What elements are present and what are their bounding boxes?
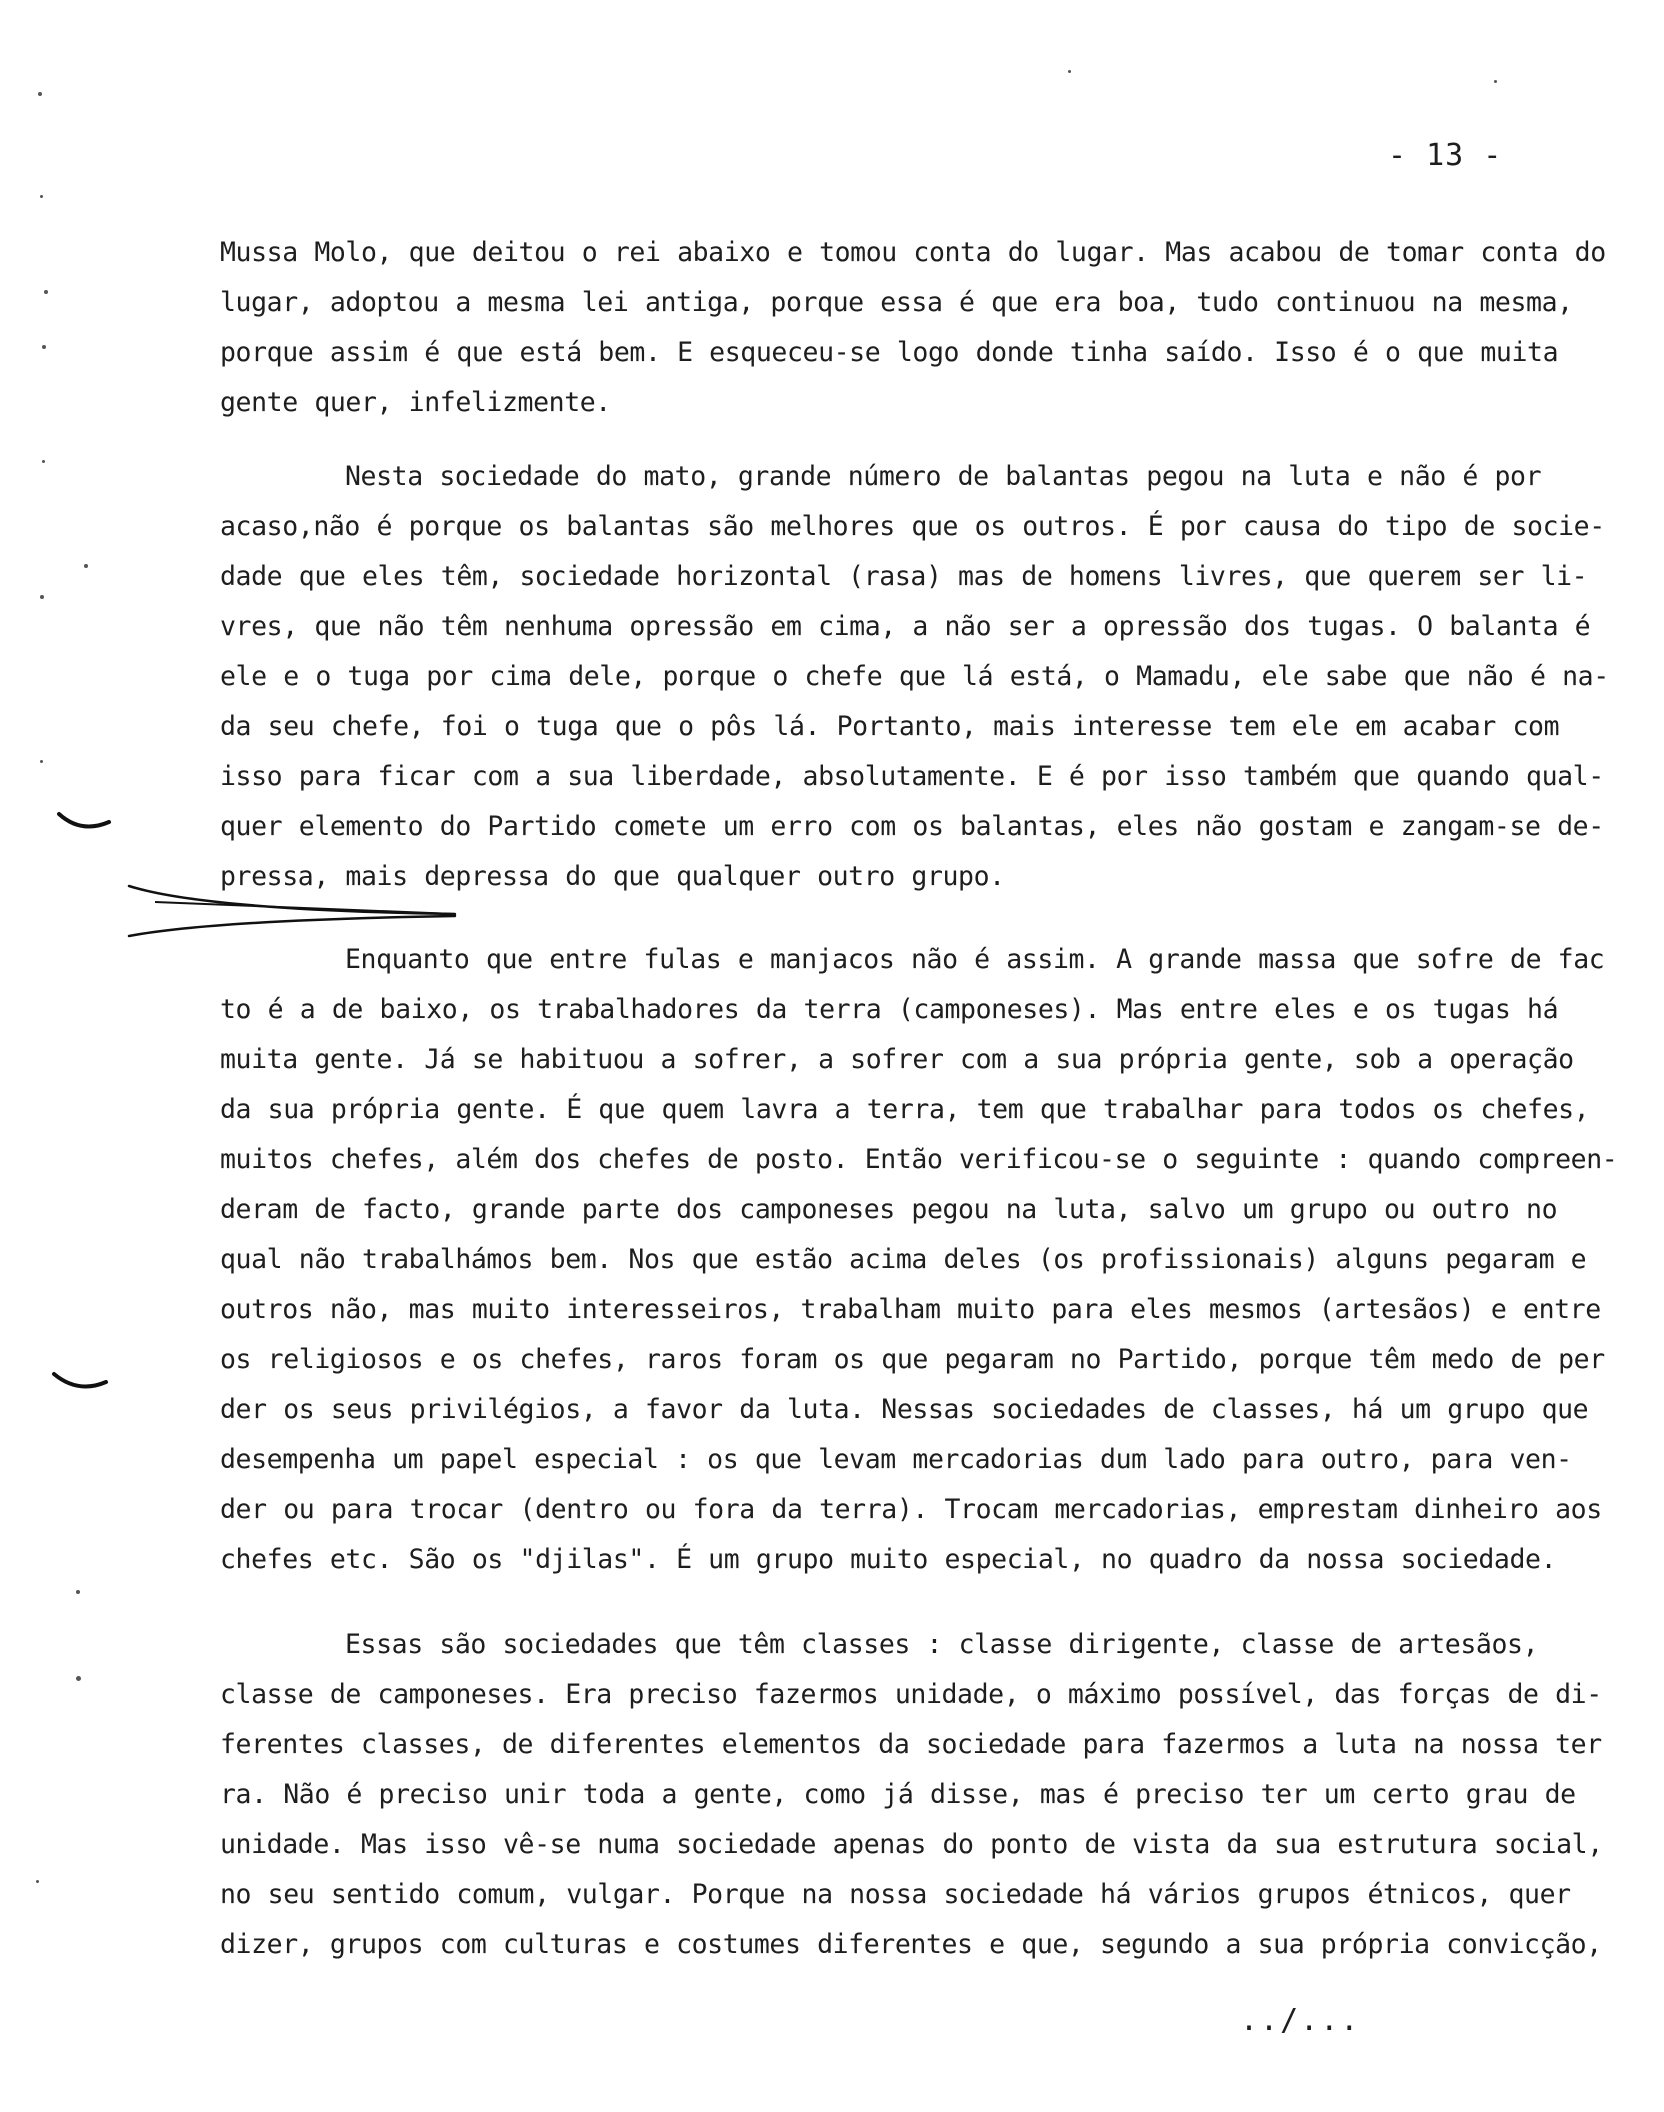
page-number: - 13 - [1388,138,1503,173]
text-line: der ou para trocar (dentro ou fora da terra). Trocam mercadorias, emprestam dinheiro aos [220,1494,1602,1525]
paragraph-2 [220,452,1610,902]
text-line: Essas são sociedades que têm classes : classe dirigente, classe de artesãos, [345,1629,1539,1660]
continuation-mark: ../... [1240,2003,1361,2038]
scan-speck [44,290,48,294]
text-line: no seu sentido comum, vulgar. Porque na nossa sociedade há vários grupos étnicos, quer [220,1879,1571,1910]
pen-arrow-mark [125,880,465,940]
paragraph-3 [220,935,1618,1585]
scan-speck [40,760,43,763]
text-line: lugar, adoptou a mesma lei antiga, porque essa é que era boa, tudo continuou na mesma, [220,287,1573,318]
text-line: desempenha um papel especial : os que levam mercadorias dum lado para outro, para ven- [220,1444,1572,1475]
text-line: outros não, mas muito interesseiros, trabalham muito para eles mesmos (artesãos) e entre [220,1294,1601,1325]
text-line: Enquanto que entre fulas e manjacos não é assim. A grande massa que sofre de fac [345,944,1605,975]
text-line: muita gente. Já se habituou a sofrer, a sofrer com a sua própria gente, sob a operação [220,1044,1574,1075]
scan-speck [76,1676,81,1681]
text-line: unidade. Mas isso vê-se numa sociedade apenas do ponto de vista da sua estrutura social, [220,1829,1603,1860]
text-line: acaso,não é porque os balantas são melhores que os outros. É por causa do tipo de socie- [220,511,1605,542]
text-line: dizer, grupos com culturas e costumes diferentes e que, segundo a sua própria convicção, [220,1929,1602,1960]
scan-speck [40,595,44,599]
text-line: ra. Não é preciso unir toda a gente, como já disse, mas é preciso ter um certo grau de [220,1779,1576,1810]
text-line: porque assim é que está bem. E esqueceu-se logo donde tinha saído. Isso é o que muita [220,337,1559,368]
paragraph-4 [220,1620,1610,1970]
text-line: gente quer, infelizmente. [220,387,611,418]
text-line: muitos chefes, além dos chefes de posto. Então verificou-se o seguinte : quando compreen- [220,1144,1618,1175]
text-line: os religiosos e os chefes, raros foram os que pegaram no Partido, porque têm medo de per [220,1344,1605,1375]
scan-speck [1494,80,1497,83]
text-line: da sua própria gente. É que quem lavra a terra, tem que trabalhar para todos os chefes, [220,1094,1590,1125]
text-line: Mussa Molo, que deitou o rei abaixo e tomou conta do lugar. Mas acabou de tomar conta do [220,237,1606,268]
text-line: ferentes classes, de diferentes elementos da sociedade para fazermos a luta na nossa ter [220,1729,1602,1760]
scan-speck [76,1590,80,1594]
text-line: dade que eles têm, sociedade horizontal (rasa) mas de homens livres, que querem ser li- [220,561,1588,592]
text-line: chefes etc. São os "djilas". É um grupo muito especial, no quadro da nossa sociedade. [220,1544,1557,1575]
paragraph-1 [220,228,1610,428]
text-line: classe de camponeses. Era preciso fazermos unidade, o máximo possível, das forças de di- [220,1679,1602,1710]
text-line: deram de facto, grande parte dos camponeses pegou na luta, salvo um grupo ou outro no [220,1194,1558,1225]
pen-curve-mark [55,800,115,840]
scan-speck [36,1880,39,1883]
text-line: quer elemento do Partido comete um erro com os balantas, eles não gostam e zangam-se de- [220,811,1604,842]
text-line: pressa, mais depressa do que qualquer outro grupo. [220,861,1005,892]
text-line: qual não trabalhámos bem. Nos que estão acima deles (os profissionais) alguns pegaram e [220,1244,1587,1275]
scan-speck [38,92,42,96]
scan-speck [42,460,45,463]
text-line: der os seus privilégios, a favor da luta. Nessas sociedades de classes, há um grupo que [220,1394,1589,1425]
text-line: da seu chefe, foi o tuga que o pôs lá. Portanto, mais interesse tem ele em acabar com [220,711,1560,742]
pen-curve-mark [50,1360,110,1400]
text-line: isso para ficar com a sua liberdade, absolutamente. E é por isso também que quando qual- [220,761,1604,792]
text-line: Nesta sociedade do mato, grande número de balantas pegou na luta e não é por [345,461,1542,492]
text-line: to é a de baixo, os trabalhadores da terra (camponeses). Mas entre eles e os tugas há [220,994,1559,1025]
scan-speck [42,345,46,349]
scan-speck [84,564,88,568]
scan-speck [1068,70,1071,73]
text-line: ele e o tuga por cima dele, porque o chefe que lá está, o Mamadu, ele sabe que não é na- [220,661,1609,692]
text-line: vres, que não têm nenhuma opressão em cima, a não ser a opressão dos tugas. O balanta é [220,611,1591,642]
scan-speck [40,195,43,198]
